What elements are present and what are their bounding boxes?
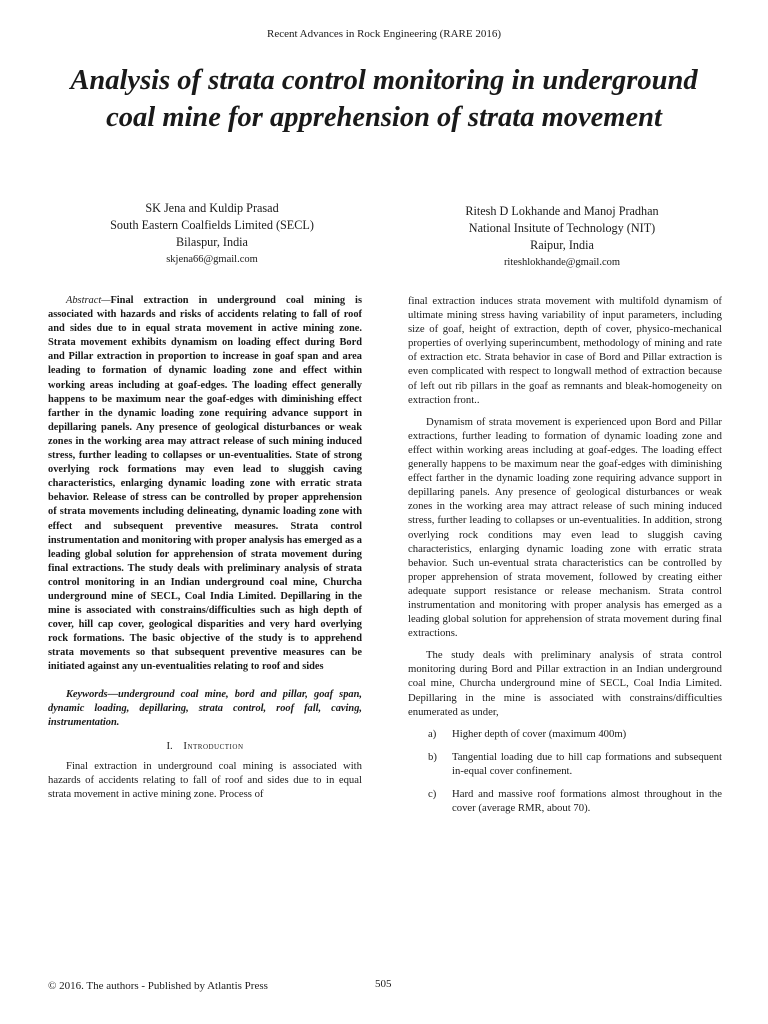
- copyright-footer: © 2016. The authors - Published by Atlantis Press: [48, 980, 268, 992]
- list-item-text: Higher depth of cover (maximum 400m): [452, 727, 627, 740]
- author-names: SK Jena and Kuldip Prasad: [145, 201, 279, 215]
- paragraph: The study deals with preliminary analysis of strata control monitoring during Bord and Pillar extraction in an Indian underground coal mine, Churcha underground mine of SECL, Coal India Limited. Depillaring in the mine is associated with constrains/difficulties enumerated as under,: [408, 649, 722, 718]
- intro-paragraph: Final extraction in underground coal mining is associated with hazards of accidents relating to fall of roof and sides due to in equal strata movement in active mining zone. Process of: [48, 759, 362, 801]
- page-number: 505: [375, 978, 392, 990]
- list-item-text: Hard and massive roof formations almost throughout in the cover (average RMR, about 70).: [452, 788, 722, 815]
- abstract-label: Abstract—: [66, 295, 111, 306]
- list-item: [408, 727, 722, 741]
- list-item-text: Tangential loading due to hill cap formations and subsequent in-equal cover confinement.: [452, 750, 722, 777]
- list-item: [408, 750, 722, 778]
- section-title: Introduction: [183, 739, 244, 752]
- list-item: [408, 787, 722, 815]
- right-column: [408, 294, 722, 824]
- author-block-1: [62, 200, 362, 268]
- author-affiliation: National Insitute of Technology (NIT): [468, 221, 656, 235]
- paragraph-continued: final extraction induces strata movement with multifold dynamism of ultimate mining stress having variability of input parameters, including size of goaf, height of extraction, depth of cover, physico-mechanical properties of overlying superincumbent, methodology of mining and rate of extraction etc. Strata behavior in case of Bord and Pillar extraction is even complicated with respect to longwall method of extraction because of left out rib pillars in the goaf as remnants and bleak-homogeneity on extraction front..: [408, 295, 722, 406]
- abstract: [48, 294, 362, 675]
- running-header: Recent Advances in Rock Engineering (RARE 2016): [266, 28, 501, 40]
- abstract-text: Final extraction in underground coal mining is associated with hazards and risks of accidents relating to fall of roof and sides due to in equal strata movement in active mining zone. Strata movement exhibits dynamism on loading effect during Bord and Pillar extraction in proportion to increase in goaf span and area leading to formation of dynamic loading zone and effect within working areas including at goaf-edges. The loading effect generally happens to be maximum near the goaf-edges with diminishing effect farther in the dynamic loading zone requiring advance support in depillaring panels. Any presence of geological disturbances or weak zones in the working area may attract release of such mining induced stress, further leading to collapses or un-eventualities. State of strong overlying rock formations may even lead to sluggish caving characteristics, enlarging dynamic loading zone with erratic strata behavior. Release of stress can be controlled by proper apprehension of strata movements including delineating, dynamic loading zone with effect and subsequent preventive measures. Strata control instrumentation and monitoring with proper analysis has emerged as a leading global solution for apprehension of strata movement during final extractions. The study deals with preliminary analysis of strata control monitoring in an Indian underground coal mine, Churcha underground mine of SECL, Coal India Limited. Depillaring in the mine is associated with constrains/difficulties such as high depth of cover, hill cap cover, geological disparities and very hard overlying rock formations. The basic objective of the study is to apprehend strata movements so that subsequent preventive measures can be initiated against any un-eventualities relating to roof and sides: [48, 295, 362, 673]
- section-heading: [48, 739, 362, 753]
- author-email: riteshlokhande@gmail.com: [503, 257, 621, 268]
- list-marker: a): [428, 727, 437, 740]
- list-marker: b): [428, 750, 437, 763]
- author-location: Bilaspur, India: [176, 235, 248, 249]
- keywords: Keywords—underground coal mine, bord and pillar, goaf span, dynamic loading, depillaring, strata control, roof fall, caving, instrumentation.: [48, 688, 362, 728]
- author-affiliation: South Eastern Coalfields Limited (SECL): [110, 218, 314, 232]
- author-block-2: [412, 203, 712, 271]
- list-marker: c): [428, 788, 437, 800]
- paragraph: Dynamism of strata movement is experienced upon Bord and Pillar extractions, further leading to formation of dynamic loading zone and effect within working areas including at goaf-edges. The loading effect generally happens to be maximum near the goaf-edges with diminishing effect farther in the dynamic loading zone requiring advance support in depillaring panels. Any presence of geological disturbances or weak zones in the working area may attract release of such mining induced stress, further leading to collapses or un-eventualities. In addition, strong overlying rock conditions may even lead to sluggish caving characteristics, enlarging dynamic loading zone with erratic strata behavior. Such un-eventual strata characteristics can be controlled by proper apprehension of strata movement, followed by creating either adequate support resistance or release mechanism. Strata control instrumentation and monitoring with proper analysis has emerged as a leading global solution for apprehension of strata movement during final extractions.: [408, 415, 722, 640]
- section-number: I.: [166, 739, 173, 752]
- paper-title: Analysis of strata control monitoring in underground coal mine for apprehension of strata movement: [70, 65, 698, 133]
- author-location: Raipur, India: [530, 238, 594, 252]
- author-names: Ritesh D Lokhande and Manoj Pradhan: [465, 204, 659, 218]
- left-column: [48, 294, 362, 801]
- author-email: skjena66@gmail.com: [166, 254, 258, 265]
- constraints-list: [408, 727, 722, 815]
